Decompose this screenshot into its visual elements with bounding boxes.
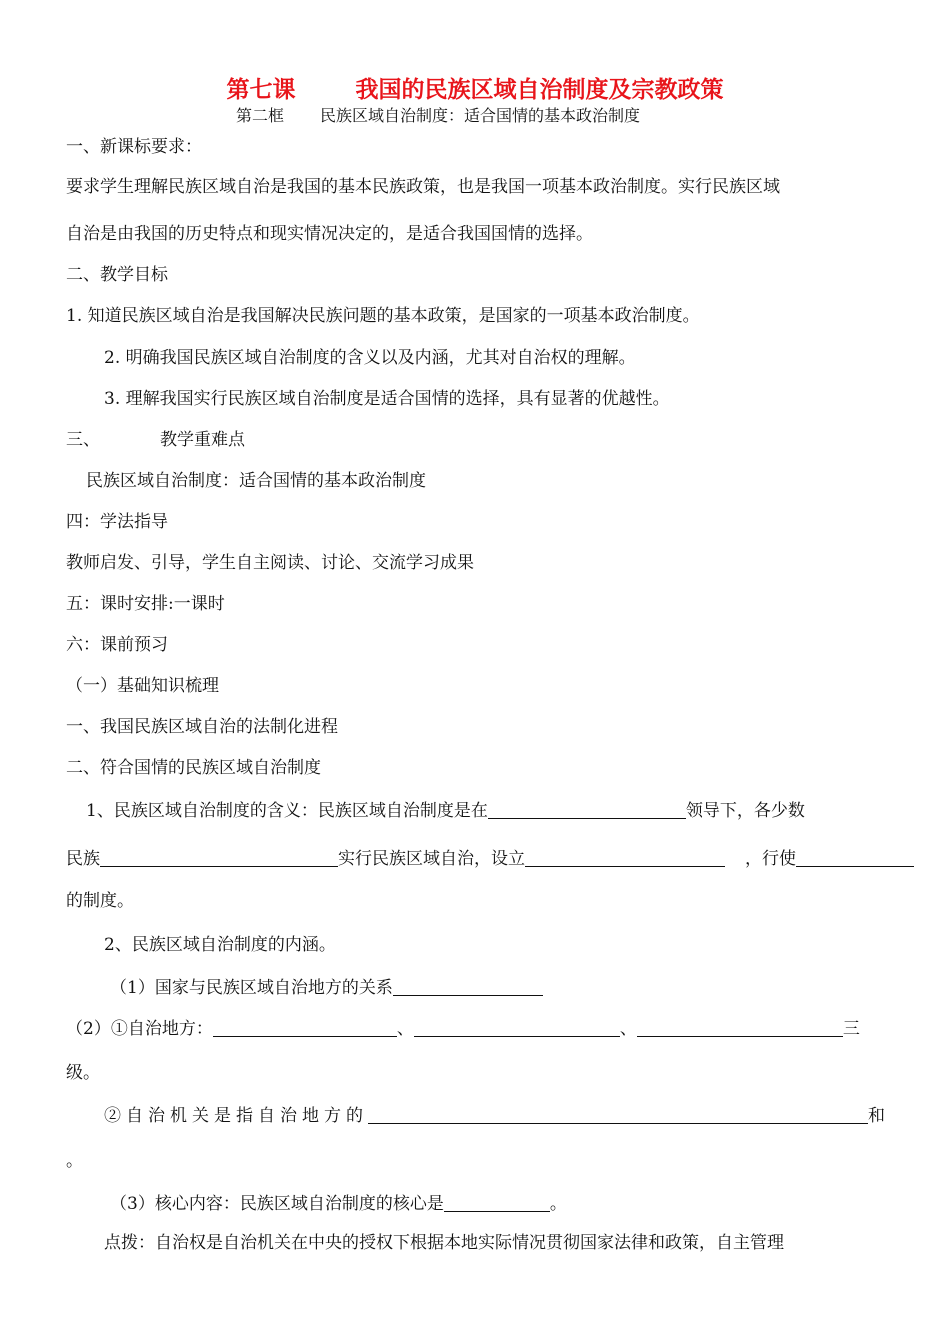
- question-text: 和: [868, 1106, 885, 1126]
- frame-name: 民族区域自治制度：适合国情的基本政治制度: [320, 106, 641, 125]
- fill-blank[interactable]: [796, 846, 914, 867]
- section-6-heading: 六：课前预习: [66, 635, 168, 655]
- outline-item: 二、符合国情的民族区域自治制度: [66, 758, 321, 778]
- question-text: （1）国家与民族区域自治地方的关系: [110, 978, 393, 998]
- section-3-number: 三、: [66, 430, 100, 450]
- outline-item: 一、我国民族区域自治的法制化进程: [66, 717, 338, 737]
- question-2-2: [66, 1016, 860, 1040]
- fill-blank[interactable]: [100, 846, 338, 867]
- tip-paragraph: 点拨：自治权是自治机关在中央的授权下根据本地实际情况贯彻国家法律和政策，自主管理: [104, 1233, 784, 1253]
- section-1-paragraph-line-2: 自治是由我国的历史特点和现实情况决定的，是适合我国国情的选择。: [66, 224, 593, 244]
- question-text: ②自治机关是指自治地方的: [104, 1106, 368, 1126]
- question-text: ，行使: [745, 849, 796, 869]
- lesson-number: 第七课: [226, 76, 296, 103]
- objective-item: 2. 明确我国民族区域自治制度的含义以及内涵，尤其对自治权的理解。: [104, 348, 636, 368]
- separator: 、: [619, 1019, 637, 1039]
- question-text: 民族: [66, 849, 100, 869]
- section-5-heading: 五：课时安排:一课时: [66, 594, 225, 614]
- question-2-4: [110, 1191, 567, 1215]
- question-text: 三: [842, 1019, 860, 1039]
- section-1-heading: 一、新课标要求：: [66, 137, 202, 157]
- lesson-title: [0, 75, 950, 105]
- objective-item: 3. 理解我国实行民族区域自治制度是适合国情的选择，具有显著的优越性。: [104, 389, 670, 409]
- lesson-subtitle: [236, 105, 640, 127]
- fill-blank[interactable]: [444, 1191, 550, 1212]
- fill-blank[interactable]: [213, 1016, 397, 1037]
- question-1-line-1: [86, 798, 805, 822]
- fill-blank[interactable]: [488, 798, 686, 819]
- question-text: （2）①自治地方：: [66, 1019, 213, 1039]
- question-2-3-continued: 。: [66, 1151, 83, 1171]
- question-1-line-2: [66, 846, 914, 870]
- section-4-heading: 四：学法指导: [66, 512, 168, 532]
- objective-item: 1. 知道民族区域自治是我国解决民族问题的基本政策，是国家的一项基本政治制度。: [66, 306, 700, 326]
- question-text: 。: [549, 1194, 567, 1214]
- question-2-3: [104, 1103, 885, 1127]
- section-4-body: 教师启发、引导，学生自主阅读、讨论、交流学习成果: [66, 553, 474, 573]
- fill-blank[interactable]: [368, 1103, 868, 1124]
- frame-number: 第二框: [236, 106, 285, 125]
- separator: 、: [396, 1019, 414, 1039]
- section-3-body: 民族区域自治制度：适合国情的基本政治制度: [86, 471, 426, 491]
- lesson-name: 我国的民族区域自治制度及宗教政策: [355, 76, 724, 103]
- section-1-paragraph-line-1: 要求学生理解民族区域自治是我国的基本民族政策，也是我国一项基本政治制度。实行民族区域: [66, 177, 780, 197]
- fill-blank[interactable]: [525, 846, 725, 867]
- subsection-heading: （一）基础知识梳理: [66, 676, 219, 696]
- question-text: （3）核心内容：民族区域自治制度的核心是: [110, 1194, 444, 1214]
- section-2-heading: 二、教学目标: [66, 265, 168, 285]
- fill-blank[interactable]: [414, 1016, 620, 1037]
- fill-blank[interactable]: [637, 1016, 843, 1037]
- question-text: 领导下，各少数: [685, 801, 805, 821]
- question-text: 实行民族区域自治，设立: [338, 849, 525, 869]
- question-2-1: [110, 975, 543, 999]
- fill-blank[interactable]: [393, 975, 543, 996]
- question-text: 1、民族区域自治制度的含义：民族区域自治制度是在: [86, 801, 488, 821]
- section-3-title: 教学重难点: [160, 430, 245, 450]
- question-2-2-continued: 级。: [66, 1063, 100, 1083]
- question-1-line-3: 的制度。: [66, 891, 134, 911]
- question-2: 2、民族区域自治制度的内涵。: [104, 935, 336, 955]
- section-3-heading: [66, 429, 245, 451]
